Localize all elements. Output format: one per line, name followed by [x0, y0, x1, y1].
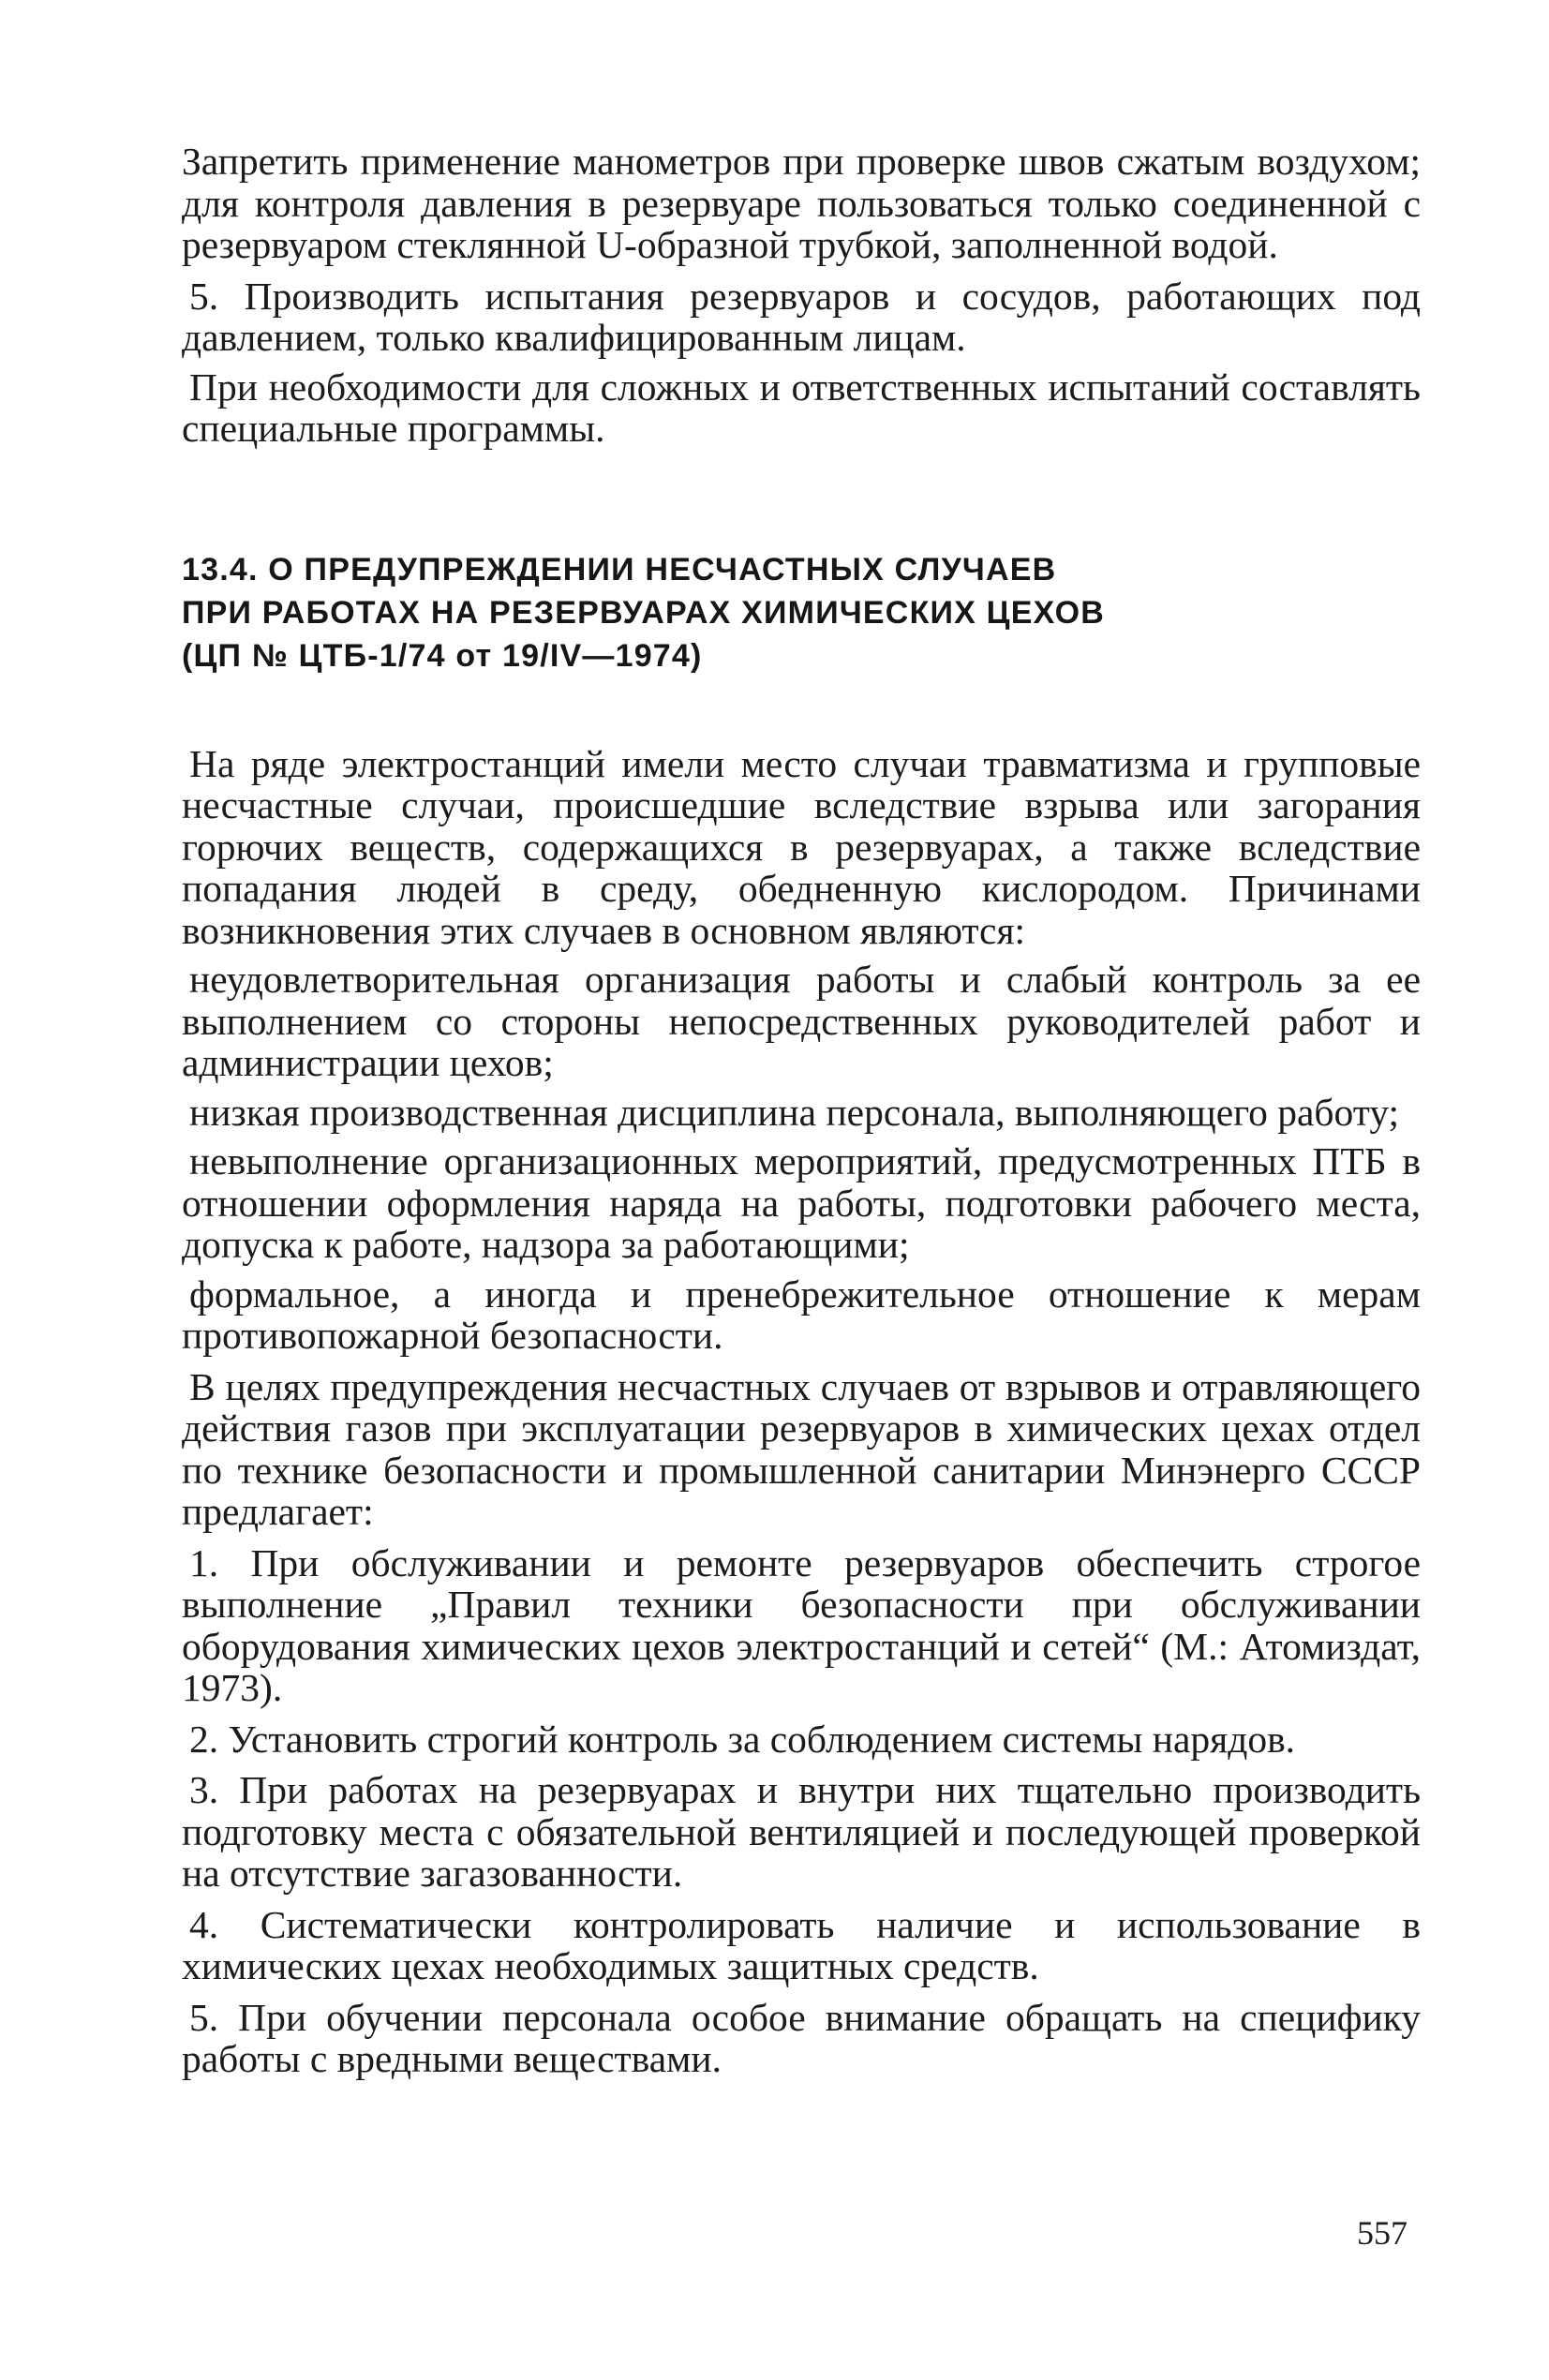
section-body [182, 743, 1421, 2080]
numbered-item: 4. Систематически контролировать наличие и использование в химических цехах необходимых защитных средств. [182, 1902, 1421, 1987]
page-content [182, 141, 1421, 2080]
section-heading-line-1: 13.4. О ПРЕДУПРЕЖДЕНИИ НЕСЧАСТНЫХ СЛУЧАЕВ [182, 551, 1057, 588]
cause-item: низкая производственная дисциплина персонала, выполняющего работу; [189, 1090, 1400, 1134]
paragraph-manometer-ban: Запретить применение манометров при проверке швов сжатым воздухом; для контроля давления в резервуаре пользоваться только соединенной с резервуаром стеклянной U-образной трубкой, заполненной водой. [182, 140, 1421, 266]
cause-item: невыполнение организационных мероприятий, предусмотренных ПТБ в отношении оформления наряда на работы, подготовки рабочего места, допуска к работе, надзора за работающими; [182, 1139, 1421, 1266]
paragraph-special-programs: При необходимости для сложных и ответственных испытаний составлять специальные программы. [182, 364, 1421, 450]
section-heading [182, 548, 1421, 677]
cause-item: неудовлетворительная организация работы и слабый контроль за ее выполнением со стороны непосредственных руководителей работ и администрации цехов; [182, 958, 1421, 1084]
numbered-item: 2. Установить строгий контроль за соблюдением системы нарядов. [189, 1717, 1296, 1761]
section-heading-line-3: (ЦП № ЦТБ-1/74 от 19/IV—1974) [182, 637, 703, 674]
cause-item: формальное, а иногда и пренебрежительное отношение к мерам противопожарной безопасности. [182, 1272, 1421, 1357]
numbered-item: 3. При работах на резервуарах и внутри них тщательно производить подготовку места с обязательной вентиляцией и последующей проверкой на отсутствие загазованности. [182, 1768, 1421, 1895]
paragraph-intro: На ряде электростанций имели место случаи травматизма и групповые несчастные случаи, происшедшие вследствие взрыва или загорания горючих веществ, содержащихся в резервуарах, а также вследствие попадания людей в среду, обедненную кислородом. Причинами возникновения этих случаев в основном являются: [182, 741, 1421, 952]
page-number: 557 [1357, 2214, 1408, 2252]
paragraph-item-5-qualified-persons: 5. Производить испытания резервуаров и сосудов, работающих под давлением, только квалифицированным лицам. [182, 274, 1421, 359]
section-heading-line-2: ПРИ РАБОТАХ НА РЕЗЕРВУАРАХ ХИМИЧЕСКИХ ЦЕХОВ [182, 594, 1105, 631]
numbered-item: 1. При обслуживании и ремонте резервуаров обеспечить строгое выполнение „Правил техники безопасности при обслуживании оборудования химических цехов электростанций и сетей“ (М.: Атомиздат, 1973). [182, 1540, 1421, 1709]
paragraph-proposal: В целях предупреждения несчастных случаев от взрывов и отравляющего действия газов при эксплуатации резервуаров в химических цехах отдел по технике безопасности и промышленной санитарии Минэнерго СССР предлагает: [182, 1364, 1421, 1533]
numbered-item: 5. При обучении персонала особое внимание обращать на специфику работы с вредными веществами. [182, 1995, 1421, 2080]
